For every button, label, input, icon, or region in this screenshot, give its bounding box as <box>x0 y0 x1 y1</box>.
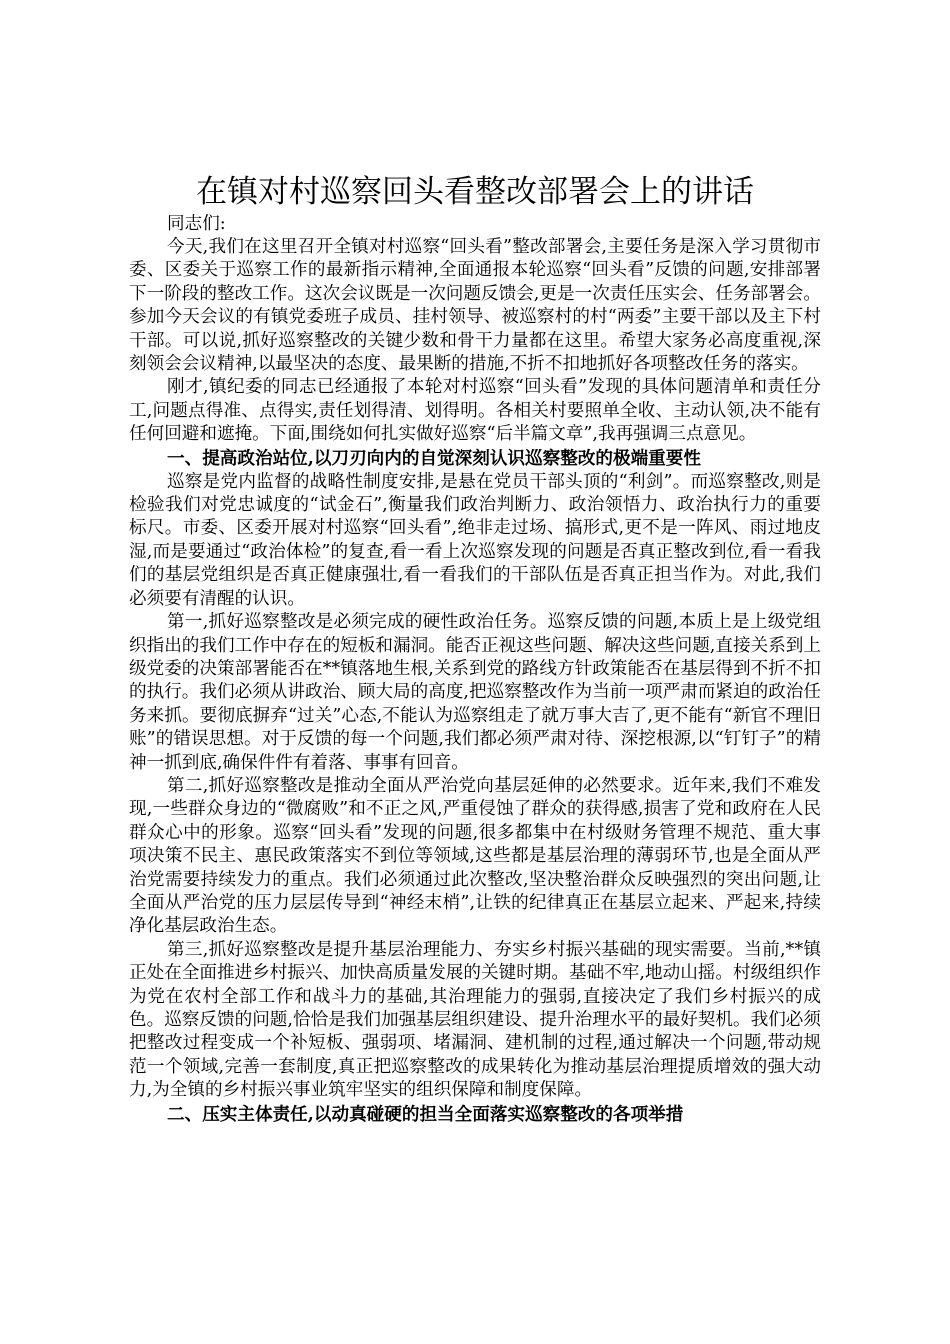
section-heading-2: 二、压实主体责任,以动真碰硬的担当全面落实巡察整改的各项举措 <box>167 1103 684 1125</box>
paragraph-intro-1: 今天,我们在这里召开全镇对村巡察“回头看”整改部署会,主要任务是深入学习贯彻市委、区委关于巡察工作的最新指示精神,全面通报本轮巡察“回头看”反馈的问题,安排部署下一阶段的整改工作。这次会议既是一次问题反馈会,更是一次责任压实会、任务部署会。参加今天会议的有镇党委班子成员、挂村领导、被巡察村的村“两委”主要干部以及主下村干部。可以说,抓好巡察整改的关键少数和骨干力量都在这里。希望大家务必高度重视,深刻领会会议精神,以最坚决的态度、最果断的措施,不折不扣地抓好各项整改任务的落实。 <box>129 237 821 375</box>
paragraph-section1-1: 巡察是党内监督的战略性制度安排,是悬在党员干部头顶的“利剑”。而巡察整改,则是检验我们对党忠诚度的“试金石”,衡量我们政治判断力、政治领悟力、政治执行力的重要标尺。市委、区委开展对村巡察“回头看”,绝非走过场、搞形式,更不是一阵风、雨过地皮湿,而是要通过“政治体检”的复查,看一看上次巡察发现的问题是否真正整改到位,看一看我们的基层党组织是否真正健康强壮,看一看我们的干部队伍是否真正担当作为。对此,我们必须要有清醒的认识。 <box>129 471 821 609</box>
paragraph-intro-2: 刚才,镇纪委的同志已经通报了本轮对村巡察“回头看”发现的具体问题清单和责任分工,问题点得准、点得实,责任划得清、划得明。各相关村要照单全收、主动认领,决不能有任何回避和遮掩。下面,围绕如何扎实做好巡察“后半篇文章”,我再强调三点意见。 <box>129 377 821 445</box>
paragraph-section1-2: 第一,抓好巡察整改是必须完成的硬性政治任务。巡察反馈的问题,本质上是上级党组织指出的我们工作中存在的短板和漏洞。能否正视这些问题、解决这些问题,直接关系到上级党委的决策部署能否在**镇落地生根,关系到党的路线方针政策能否在基层得到不折不扣的执行。我们必须从讲政治、顾大局的高度,把巡察整改作为当前一项严肃而紧迫的政治任务来抓。要彻底摒弃“过关”心态,不能认为巡察组走了就万事大吉了,更不能有“新官不理旧账”的错误思想。对于反馈的每一个问题,我们都必须严肃对待、深挖根源,以“钉钉子”的精神一抓到底,确保件件有着落、事事有回音。 <box>129 612 821 773</box>
document-page <box>129 172 821 1127</box>
document-title: 在镇对村巡察回头看整改部署会上的讲话 <box>196 174 754 210</box>
salutation: 同志们: <box>167 214 226 234</box>
paragraph-section1-3: 第二,抓好巡察整改是推动全面从严治党向基层延伸的必然要求。近年来,我们不难发现,一些群众身边的“微腐败”和不正之风,严重侵蚀了群众的获得感,损害了党和政府在人民群众心中的形象。巡察“回头看”发现的问题,很多都集中在村级财务管理不规范、重大事项决策不民主、惠民政策落实不到位等领域,这些都是基层治理的薄弱环节,也是全面从严治党需要持续发力的重点。我们必须通过此次整改,坚决整治群众反映强烈的突出问题,让全面从严治党的压力层层传导到“神经末梢”,让铁的纪律真正在基层立起来、严起来,持续净化基层政治生态。 <box>129 775 821 937</box>
paragraph-section1-4: 第三,抓好巡察整改是提升基层治理能力、夯实乡村振兴基础的现实需要。当前,**镇正处在全面推进乡村振兴、加快高质量发展的关键时期。基础不牢,地动山摇。村级组织作为党在农村全部工作和战斗力的基础,其治理能力的强弱,直接决定了我们乡村振兴的成色。巡察反馈的问题,恰恰是我们加强基层组织建设、提升治理水平的最好契机。我们必须把整改过程变成一个补短板、强弱项、堵漏洞、建机制的过程,通过解决一个问题,带动规范一个领域,完善一套制度,真正把巡察整改的成果转化为推动基层治理提质增效的强大动力,为全镇的乡村振兴事业筑牢坚实的组织保障和制度保障。 <box>129 939 821 1101</box>
section-heading-1: 一、提高政治站位,以刀刃向内的自觉深刻认识巡察整改的极端重要性 <box>167 447 701 469</box>
